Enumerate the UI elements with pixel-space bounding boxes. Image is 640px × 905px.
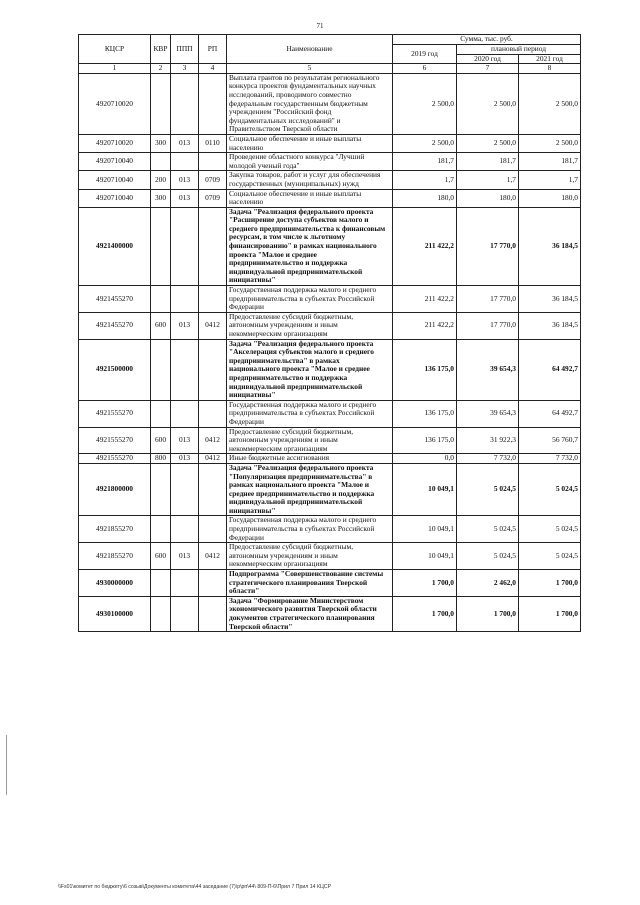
row-value-2020: 17 770,0 — [457, 286, 519, 313]
row-ppp: 013 — [171, 427, 199, 454]
row-value-2019: 1 700,0 — [393, 570, 457, 597]
row-name: Социальное обеспечение и иные выплаты населению — [227, 189, 393, 207]
header-planned: плановый период — [457, 45, 581, 55]
row-kcsr: 4921800000 — [79, 463, 151, 516]
row-ppp: 013 — [171, 189, 199, 207]
row-rp — [199, 400, 227, 427]
row-kvr — [151, 286, 171, 313]
row-name: Государственная поддержка малого и среднего предпринимательства в субъектах Российской Федерации — [227, 516, 393, 543]
row-value-2020: 5 024,5 — [457, 543, 519, 570]
row-value-2020: 39 654,3 — [457, 339, 519, 400]
row-kcsr: 4921855270 — [79, 543, 151, 570]
row-value-2021: 2 500,0 — [519, 73, 581, 134]
row-value-2019: 0,0 — [393, 454, 457, 464]
header-sum: Сумма, тыс. руб. — [393, 35, 581, 45]
table-row — [79, 543, 581, 570]
table-body — [79, 73, 581, 631]
row-value-2021: 180,0 — [519, 189, 581, 207]
row-rp — [199, 153, 227, 171]
row-kcsr: 4921400000 — [79, 207, 151, 285]
row-kcsr: 4920710020 — [79, 73, 151, 134]
table-row — [79, 463, 581, 516]
row-ppp — [171, 400, 199, 427]
table-row — [79, 207, 581, 285]
row-kvr: 300 — [151, 134, 171, 152]
header-kcsr: КЦСР — [79, 35, 151, 64]
row-kcsr: 4920710040 — [79, 189, 151, 207]
row-name: Задача "Реализация федерального проекта "Акселерация субъектов малого и среднего предпринимательства" в рамках национального проекта "Малое и среднее предпринимательство и поддержка индивидуальной предпринимательской инициативы" — [227, 339, 393, 400]
row-kcsr: 4921555270 — [79, 400, 151, 427]
row-rp — [199, 339, 227, 400]
row-kcsr: 4921455270 — [79, 312, 151, 339]
margin-mark — [6, 735, 7, 795]
row-kvr — [151, 400, 171, 427]
row-value-2019: 2 500,0 — [393, 134, 457, 152]
row-value-2020: 181,7 — [457, 153, 519, 171]
row-kvr: 200 — [151, 171, 171, 189]
row-rp: 0110 — [199, 134, 227, 152]
row-kcsr: 4921855270 — [79, 516, 151, 543]
row-rp — [199, 516, 227, 543]
row-value-2021: 36 184,5 — [519, 312, 581, 339]
row-name: Задача "Реализация федерального проекта "Расширение доступа субъектов малого и среднего предпринимательства к финансовым ресурсам, в том числе к льготному финансированию" в рамках национального проекта "Малое и среднее предпринимательство и поддержка индивидуальной предпринимательской инициативы" — [227, 207, 393, 285]
table-row — [79, 516, 581, 543]
row-name: Предоставление субсидий бюджетным, автономным учреждениям и иным некоммерческим организациям — [227, 312, 393, 339]
footer-file-path: \\Fs01\комитет по бюджету\6 созыв\Документы комитета\44 заседание (7)\р\рп\44\ 809-П-6\Прил 7 Прил 14 КЦСР — [58, 884, 332, 890]
row-name: Проведение областного конкурса "Лучший молодой ученый года" — [227, 153, 393, 171]
row-rp: 0412 — [199, 427, 227, 454]
row-ppp — [171, 207, 199, 285]
row-value-2019: 180,0 — [393, 189, 457, 207]
row-value-2019: 10 049,1 — [393, 543, 457, 570]
row-value-2021: 7 732,0 — [519, 454, 581, 464]
row-name: Закупка товаров, работ и услуг для обеспечения государственных (муниципальных) нужд — [227, 171, 393, 189]
row-rp: 0709 — [199, 189, 227, 207]
budget-table — [78, 34, 581, 632]
header-rp: РП — [199, 35, 227, 64]
row-value-2019: 2 500,0 — [393, 73, 457, 134]
row-value-2021: 36 184,5 — [519, 207, 581, 285]
row-kcsr: 4921555270 — [79, 427, 151, 454]
row-rp — [199, 596, 227, 631]
row-value-2019: 10 049,1 — [393, 516, 457, 543]
colnum-8: 8 — [519, 64, 581, 74]
row-rp — [199, 463, 227, 516]
table-row — [79, 596, 581, 631]
row-value-2021: 5 024,5 — [519, 516, 581, 543]
row-ppp: 013 — [171, 543, 199, 570]
row-kcsr: 4921555270 — [79, 454, 151, 464]
row-value-2019: 211 422,2 — [393, 207, 457, 285]
row-value-2019: 1 700,0 — [393, 596, 457, 631]
table-row — [79, 286, 581, 313]
row-kvr — [151, 463, 171, 516]
row-value-2020: 5 024,5 — [457, 516, 519, 543]
page-number: 71 — [316, 22, 324, 30]
table-row — [79, 312, 581, 339]
row-value-2021: 1 700,0 — [519, 570, 581, 597]
row-kvr — [151, 153, 171, 171]
row-name: Государственная поддержка малого и среднего предпринимательства в субъектах Российской Федерации — [227, 400, 393, 427]
colnum-6: 6 — [393, 64, 457, 74]
row-name: Подпрограмма "Совершенствование системы стратегического планирования Тверской области" — [227, 570, 393, 597]
row-ppp: 013 — [171, 312, 199, 339]
row-value-2020: 2 462,0 — [457, 570, 519, 597]
row-ppp — [171, 516, 199, 543]
row-value-2020: 1 700,0 — [457, 596, 519, 631]
row-rp: 0412 — [199, 543, 227, 570]
table-row — [79, 339, 581, 400]
row-value-2020: 31 922,3 — [457, 427, 519, 454]
row-ppp: 013 — [171, 454, 199, 464]
row-ppp — [171, 596, 199, 631]
row-ppp — [171, 73, 199, 134]
row-kvr — [151, 596, 171, 631]
row-value-2019: 1,7 — [393, 171, 457, 189]
table-row — [79, 189, 581, 207]
row-value-2020: 2 500,0 — [457, 134, 519, 152]
row-kcsr: 4930100000 — [79, 596, 151, 631]
row-value-2019: 136 175,0 — [393, 400, 457, 427]
row-name: Предоставление субсидий бюджетным, автономным учреждениям и иным некоммерческим организациям — [227, 427, 393, 454]
row-kcsr: 4920710040 — [79, 171, 151, 189]
row-rp: 0412 — [199, 312, 227, 339]
row-rp — [199, 207, 227, 285]
header-kvr: КВР — [151, 35, 171, 64]
row-value-2019: 136 175,0 — [393, 427, 457, 454]
row-value-2021: 5 024,5 — [519, 463, 581, 516]
row-value-2019: 211 422,2 — [393, 312, 457, 339]
colnum-5: 5 — [227, 64, 393, 74]
row-kcsr: 4921500000 — [79, 339, 151, 400]
header-2019: 2019 год — [393, 45, 457, 64]
row-value-2021: 2 500,0 — [519, 134, 581, 152]
header-2021: 2021 год — [519, 54, 581, 64]
row-name: Выплата грантов по результатам регионального конкурса проектов фундаментальных научных исследований, проводимого совместно федеральным государственным бюджетным учреждением "Российский фонд фундаментальных исследований" и Правительством Тверской области — [227, 73, 393, 134]
row-rp — [199, 286, 227, 313]
table-row — [79, 454, 581, 464]
row-kvr — [151, 73, 171, 134]
header-name: Наименование — [227, 35, 393, 64]
row-value-2021: 64 492,7 — [519, 339, 581, 400]
row-name: Государственная поддержка малого и среднего предпринимательства в субъектах Российской Федерации — [227, 286, 393, 313]
row-value-2020: 17 770,0 — [457, 207, 519, 285]
row-ppp — [171, 286, 199, 313]
row-name: Иные бюджетные ассигнования — [227, 454, 393, 464]
row-kvr: 600 — [151, 427, 171, 454]
colnum-3: 3 — [171, 64, 199, 74]
colnum-7: 7 — [457, 64, 519, 74]
row-kcsr: 4921455270 — [79, 286, 151, 313]
row-kvr — [151, 516, 171, 543]
row-value-2020: 180,0 — [457, 189, 519, 207]
row-value-2019: 10 049,1 — [393, 463, 457, 516]
row-ppp — [171, 463, 199, 516]
row-kcsr: 4930000000 — [79, 570, 151, 597]
row-value-2021: 181,7 — [519, 153, 581, 171]
row-name: Задача "Формирование Министерством экономического развития Тверской области документов стратегического планирования Тверской области" — [227, 596, 393, 631]
row-name: Задача "Реализация федерального проекта "Популяризация предпринимательства" в рамках национального проекта "Малое и среднее предпринимательство и поддержка индивидуальной предпринимательской инициативы" — [227, 463, 393, 516]
colnum-4: 4 — [199, 64, 227, 74]
row-kvr: 800 — [151, 454, 171, 464]
table-row — [79, 73, 581, 134]
row-kcsr: 4920710040 — [79, 153, 151, 171]
header-ppp: ППП — [171, 35, 199, 64]
table-row — [79, 171, 581, 189]
row-value-2020: 7 732,0 — [457, 454, 519, 464]
row-name: Предоставление субсидий бюджетным, автономным учреждениям и иным некоммерческим организациям — [227, 543, 393, 570]
row-value-2020: 17 770,0 — [457, 312, 519, 339]
row-name: Социальное обеспечение и иные выплаты населению — [227, 134, 393, 152]
row-value-2021: 36 184,5 — [519, 286, 581, 313]
colnum-1: 1 — [79, 64, 151, 74]
row-value-2021: 64 492,7 — [519, 400, 581, 427]
header-2020: 2020 год — [457, 54, 519, 64]
row-value-2019: 211 422,2 — [393, 286, 457, 313]
row-value-2020: 1,7 — [457, 171, 519, 189]
row-value-2019: 136 175,0 — [393, 339, 457, 400]
colnum-2: 2 — [151, 64, 171, 74]
row-value-2021: 5 024,5 — [519, 543, 581, 570]
row-rp — [199, 570, 227, 597]
row-value-2021: 56 760,7 — [519, 427, 581, 454]
row-kvr: 600 — [151, 312, 171, 339]
row-ppp — [171, 570, 199, 597]
row-ppp — [171, 153, 199, 171]
row-value-2019: 181,7 — [393, 153, 457, 171]
row-rp: 0709 — [199, 171, 227, 189]
row-kvr — [151, 207, 171, 285]
table-row — [79, 400, 581, 427]
row-kvr — [151, 570, 171, 597]
row-value-2021: 1 700,0 — [519, 596, 581, 631]
row-value-2020: 39 654,3 — [457, 400, 519, 427]
row-rp — [199, 73, 227, 134]
row-value-2021: 1,7 — [519, 171, 581, 189]
table-row — [79, 134, 581, 152]
table-row — [79, 427, 581, 454]
row-ppp: 013 — [171, 134, 199, 152]
row-kcsr: 4920710020 — [79, 134, 151, 152]
row-kvr: 300 — [151, 189, 171, 207]
table-row — [79, 153, 581, 171]
row-rp: 0412 — [199, 454, 227, 464]
table-header — [79, 35, 581, 74]
table-row — [79, 570, 581, 597]
row-kvr — [151, 339, 171, 400]
row-value-2020: 5 024,5 — [457, 463, 519, 516]
row-kvr: 600 — [151, 543, 171, 570]
row-ppp: 013 — [171, 171, 199, 189]
row-value-2020: 2 500,0 — [457, 73, 519, 134]
row-ppp — [171, 339, 199, 400]
